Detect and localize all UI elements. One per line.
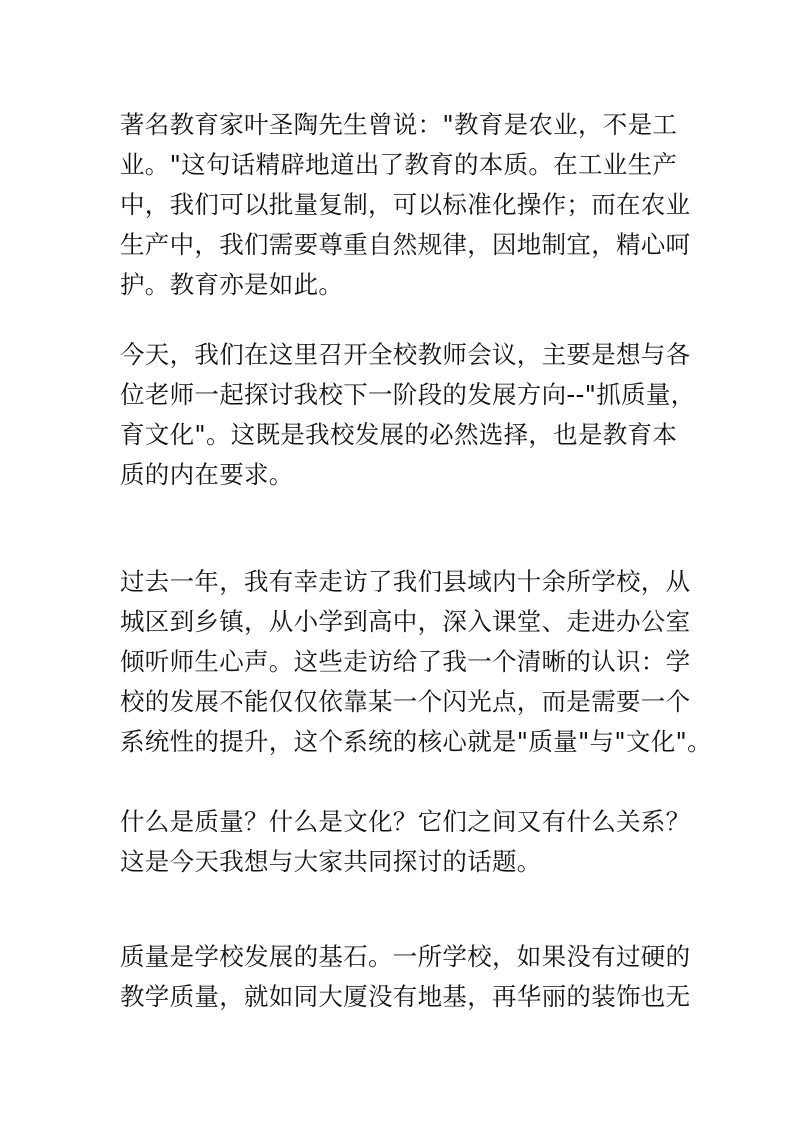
text-line: 校的发展不能仅仅依靠某一个闪光点，而是需要一个 (120, 687, 691, 716)
paragraph-3 (120, 562, 720, 762)
text-line: 质的内在要求。 (120, 460, 294, 489)
text-line: 过去一年，我有幸走访了我们县域内十余所学校，从 (120, 567, 691, 596)
text-line: 城区到乡镇，从小学到高中，深入课堂、走进办公室 (120, 607, 691, 636)
text-line: 教学质量，就如同大厦没有地基，再华丽的装饰也无 (120, 982, 691, 1011)
text-line: 质量是学校发展的基石。一所学校，如果没有过硬的 (120, 942, 691, 971)
text-line: 业。"这句话精辟地道出了教育的本质。在工业生产 (120, 150, 678, 179)
paragraph-1 (120, 105, 720, 305)
paragraph-4 (120, 802, 720, 882)
paragraph-5 (120, 937, 720, 1017)
text-line: 什么是质量？什么是文化？它们之间又有什么关系？ (120, 807, 691, 836)
text-line: 这是今天我想与大家共同探讨的话题。 (120, 847, 542, 876)
text-line: 位老师一起探讨我校下一阶段的发展方向--"抓质量， (120, 380, 696, 409)
text-line: 育文化"。这既是我校发展的必然选择，也是教育本 (120, 420, 678, 449)
text-line: 系统性的提升，这个系统的核心就是"质量"与"文化"。 (120, 727, 712, 756)
text-line: 今天，我们在这里召开全校教师会议，主要是想与各 (120, 340, 691, 369)
text-line: 中，我们可以批量复制，可以标准化操作；而在农业 (120, 190, 691, 219)
text-line: 护。教育亦是如此。 (120, 270, 344, 299)
text-line: 倾听师生心声。这些走访给了我一个清晰的认识：学 (120, 647, 691, 676)
text-line: 著名教育家叶圣陶先生曾说："教育是农业，不是工 (120, 110, 678, 139)
text-line: 生产中，我们需要尊重自然规律，因地制宜，精心呵 (120, 230, 691, 259)
paragraph-2 (120, 335, 720, 495)
